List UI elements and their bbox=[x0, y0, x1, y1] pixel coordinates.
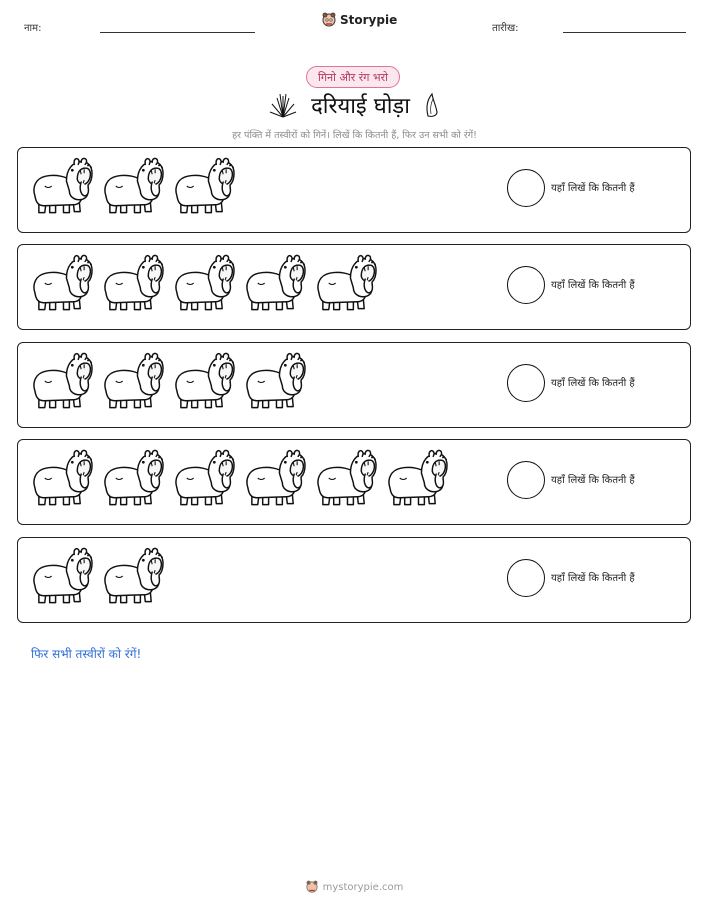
name-field[interactable] bbox=[100, 32, 255, 33]
hippo-group bbox=[30, 253, 377, 315]
answer-label: यहाँ लिखें कि कितनी हैं bbox=[551, 280, 635, 291]
hippo-icon bbox=[101, 448, 164, 510]
answer-circle[interactable] bbox=[507, 169, 545, 207]
hippo-icon bbox=[314, 253, 377, 315]
hippo-icon bbox=[172, 448, 235, 510]
footer-brand bbox=[0, 880, 709, 894]
brand-header bbox=[322, 12, 397, 28]
hippo-group bbox=[30, 546, 164, 608]
count-row-5 bbox=[17, 537, 691, 623]
hippo-icon bbox=[30, 253, 93, 315]
hippo-icon bbox=[101, 156, 164, 218]
count-row-4 bbox=[17, 439, 691, 525]
storypie-logo-icon bbox=[322, 12, 336, 28]
hippo-icon bbox=[30, 156, 93, 218]
answer-label: यहाँ लिखें कि कितनी हैं bbox=[551, 183, 635, 194]
hippo-icon bbox=[243, 253, 306, 315]
hippo-icon bbox=[243, 448, 306, 510]
hippo-icon bbox=[30, 546, 93, 608]
site-url[interactable]: mystorypie.com bbox=[322, 881, 404, 893]
date-field[interactable] bbox=[563, 32, 686, 33]
hippo-icon bbox=[314, 448, 377, 510]
title-row bbox=[0, 90, 709, 120]
answer-circle[interactable] bbox=[507, 461, 545, 499]
answer-circle[interactable] bbox=[507, 364, 545, 402]
answer-circle[interactable] bbox=[507, 266, 545, 304]
hippo-icon bbox=[172, 253, 235, 315]
hippo-group bbox=[30, 448, 448, 510]
tooth-icon bbox=[424, 92, 440, 118]
hippo-icon bbox=[385, 448, 448, 510]
instructions: हर पंक्ति में तस्वीरों को गिनें। लिखें कि कितनी हैं, फिर उन सभी को रंगें! bbox=[232, 130, 477, 141]
count-row-2 bbox=[17, 244, 691, 330]
hippo-icon bbox=[101, 253, 164, 315]
storypie-logo-icon bbox=[306, 880, 318, 894]
hippo-icon bbox=[101, 351, 164, 413]
hippo-icon bbox=[30, 448, 93, 510]
hippo-group bbox=[30, 351, 306, 413]
hippo-icon bbox=[101, 546, 164, 608]
answer-label: यहाँ लिखें कि कितनी हैं bbox=[551, 378, 635, 389]
activity-badge: गिनो और रंग भरो bbox=[306, 66, 400, 88]
answer-label: यहाँ लिखें कि कितनी हैं bbox=[551, 475, 635, 486]
page-title: दरियाई घोड़ा bbox=[311, 94, 410, 119]
grass-icon bbox=[269, 92, 297, 118]
date-label: तारीख: bbox=[492, 23, 519, 34]
hippo-icon bbox=[172, 156, 235, 218]
count-row-1 bbox=[17, 147, 691, 233]
name-label: नाम: bbox=[24, 23, 42, 34]
color-instruction: फिर सभी तस्वीरों को रंगें! bbox=[31, 647, 142, 661]
hippo-icon bbox=[172, 351, 235, 413]
hippo-group bbox=[30, 156, 235, 218]
answer-circle[interactable] bbox=[507, 559, 545, 597]
answer-label: यहाँ लिखें कि कितनी हैं bbox=[551, 573, 635, 584]
count-row-3 bbox=[17, 342, 691, 428]
brand-name: Storypie bbox=[340, 13, 398, 27]
hippo-icon bbox=[243, 351, 306, 413]
hippo-icon bbox=[30, 351, 93, 413]
